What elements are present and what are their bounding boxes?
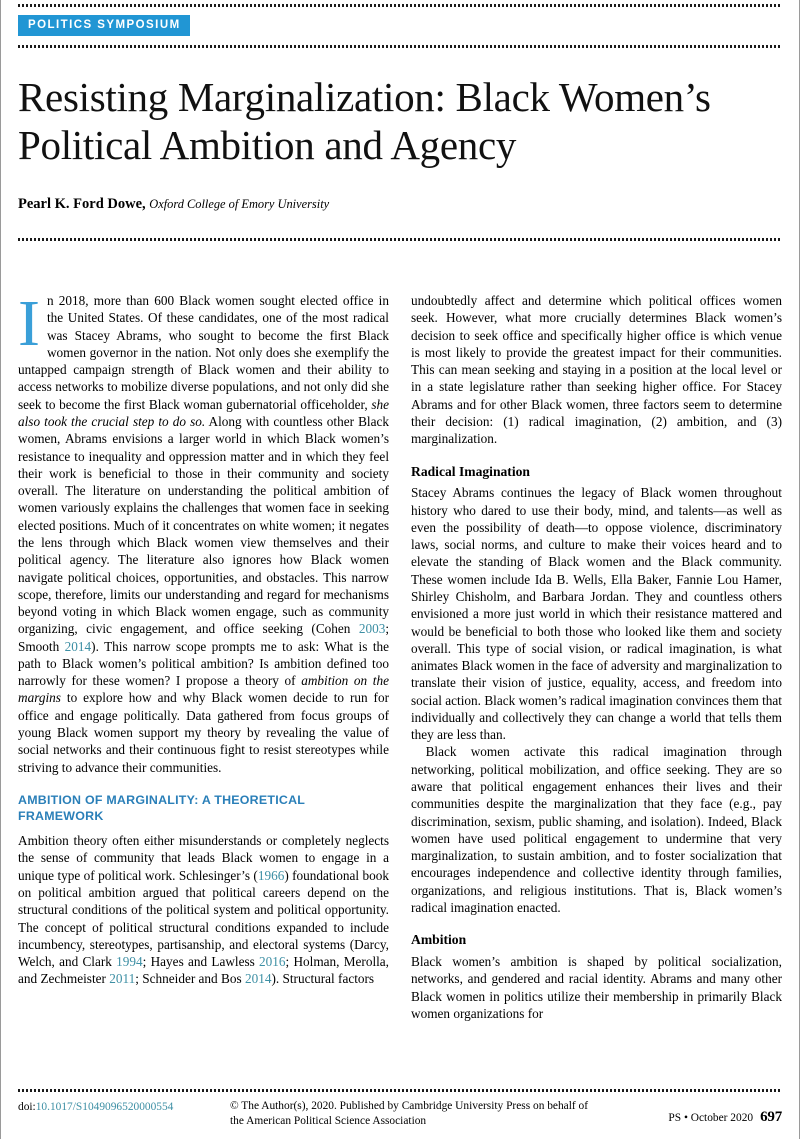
copyright-line-1: © The Author(s), 2020. Published by Cambridge University Press on behalf of: [230, 1100, 589, 1112]
subheading-radical-imagination: Radical Imagination: [411, 463, 530, 479]
para2-text-d: ; Holman, Merolla, and Zechmeister: [18, 954, 389, 987]
citation-year: 2014: [64, 638, 92, 654]
paragraph-intro-italic-1: she also took the crucial step to do so.: [18, 396, 389, 429]
paragraph-intro-text-e: to explore how and why Black women decide to run for office and engage politically. Data gathered from focus groups of young Black women support my theory by revealing the value of social networks and their continuous fight to resist stereotypes while striving to advance their communities.: [18, 690, 389, 775]
para2-text-f: ). Structural factors: [271, 971, 375, 987]
journal-issue-label: PS • October 2020: [668, 1112, 754, 1124]
section-badge: POLITICS SYMPOSIUM: [18, 15, 190, 36]
byline: [18, 196, 782, 213]
subheading-ambition: Ambition: [411, 932, 467, 948]
paragraph-intro-text-c: ; Smooth: [18, 621, 389, 654]
doi-block: [18, 1099, 218, 1115]
page-footer: [18, 1089, 782, 1133]
drop-cap: I: [18, 292, 40, 360]
page-title: Resisting Marginalization: Black Women’s Political Ambition and Agency: [18, 74, 711, 169]
paragraph-radical-imagination-1: Stacey Abrams continues the legacy of Black women throughout history who dared to use their body, mind, and talents—as well as even the possibility of death—to oppose violence, discriminatory laws, social norms, and culture to make their voices heard and to elevate the standing of Black women and the Black community. These women include Ida B. Wells, Ella Baker, Fannie Lou Hamer, Shirley Chisholm, and Barbara Jordan. They and countless others envisioned a more just world in which their resistance mattered and would be beneficial to both those who looked like them and society overall. This type of social vision, or radical imagination, is what animates Black women in the face of adversity and marginalization to translate their vision of justice, equality, access, and freedom into social action. Black women’s radical imagination convinces them that individually and collectively they can change a world that tells them they are less than.: [411, 485, 782, 743]
column-right: [411, 292, 782, 1085]
para2-text-b: ) foundational book on political ambition argued that political careers depend on the structural conditions of the political system and political opportunity. The concept of political structural conditions expanded to include incumbency, stereotypes, partisanship, and electoral systems (Darcy, Welch, and Clark: [18, 867, 389, 970]
para2-text-c: ; Hayes and Lawless: [142, 954, 260, 970]
doi-value[interactable]: 10.1017/S1049096520000554: [35, 1101, 174, 1113]
citation-year: 2016: [259, 954, 286, 970]
section-heading: AMBITION OF MARGINALITY: A THEORETICAL FRAMEWORK: [18, 792, 305, 823]
doi-label: doi:: [18, 1101, 36, 1113]
badge-row: [18, 7, 782, 45]
para2-text-a: Ambition theory often either misunderstands or completely neglects the sense of community that leads Black women to engage in a unique type of political work. Schlesinger’s (: [18, 833, 389, 883]
author-affiliation: Oxford College of Emory University: [149, 197, 330, 212]
copyright-line-2: the American Political Science Association: [230, 1114, 427, 1127]
paragraph-intro-italic-2: ambition on the margins: [18, 673, 389, 706]
paragraph-intro-text-a: n 2018, more than 600 Black women sought elected office in the United States. Of these candidates, one of the most radical was Stacey Abrams, who sought to become the first Black women governor in the nation. Not only does she exemplify the untapped campaign strength of Black women and their ability to access networks to mobilize diverse populations, and not only did she seek to become the first Black woman gubernatorial officeholder,: [18, 293, 389, 412]
citation-year: 1994: [116, 954, 143, 970]
page-marker: [668, 1108, 782, 1128]
paragraph-intro-text-b: Along with countless other Black women, Abrams envisions a larger world in which Black women’s resistance to inequality and oppression matter and in which they feel their work is beneficial to those in their community and society overall. The literature on understanding the political ambition of women variously explains the challenges that women face in seeking elected positions. Much of it concentrates on white women; it negates the lens through which Black women view themselves and their political agency. The literature also ignores how Black women navigate political choices, opportunities, and obstacles. This narrow scope, therefore, limits our understanding and regard for mechanisms beyond voting in which Black women engage, such as community organizing, civic engagement, and office seeking (Cohen: [18, 413, 389, 637]
paragraph-continued: undoubtedly affect and determine which political offices women seek. However, what more crucially determines Black women’s decision to seek office and specifically higher office is which venue is most likely to provide the greatest impact for their communities. This can mean seeking and staying in a position at the local level or in a state legislature rather than seeking higher office. For Stacey Abrams and for other Black women, three factors seem to determine their decision: (1) radical imagination, (2) ambition, and (3) marginalization.: [411, 293, 782, 447]
paragraph-radical-imagination-2: Black women activate this radical imagination through networking, political mobilization, and office seeking. They are so aware that political engagement enhances their lives and their communities despite the marginalization that they face (e.g., pay discrimination, sexism, public shaming, and isolation). Indeed, Black women have used political engagement to undermine that very marginalization, to sustain ambition, and to foster socialization that encourages independence and collective identity through families, organizations, and religious institutions. That is, Black women’s radical imagination enacted.: [411, 744, 782, 916]
para2-text-e: ; Schneider and Bos: [135, 971, 245, 987]
citation-year: 1966: [257, 867, 285, 883]
page-number: 697: [760, 1109, 782, 1125]
citation-year: 2011: [109, 971, 136, 987]
page-left-rule: [0, 0, 1, 1139]
citation-year: 2014: [244, 971, 272, 987]
paragraph-ambition: Black women’s ambition is shaped by political socialization, networks, and gendered and racial identity. Abrams and many other Black women in politics utilize their membership in primarily Black women organizations for: [411, 954, 782, 1021]
copyright-block: [218, 1099, 668, 1128]
title-block: [0, 48, 800, 213]
paragraph-ambition-theory: [18, 832, 389, 988]
title-bottom-dotted-rule: [18, 238, 782, 241]
paragraph-intro: [18, 292, 389, 776]
page-header: [0, 4, 800, 48]
paragraph-intro-text-d: ). This narrow scope prompts me to ask: What is the path to Black women’s political ambition? Is ambition defined too narrowly for these women? I propose a theory of: [18, 638, 389, 689]
article-columns: [18, 292, 782, 1085]
citation-year: 2003: [358, 621, 386, 637]
author-name: Pearl K. Ford Dowe,: [18, 196, 146, 213]
column-left: [18, 292, 389, 1085]
